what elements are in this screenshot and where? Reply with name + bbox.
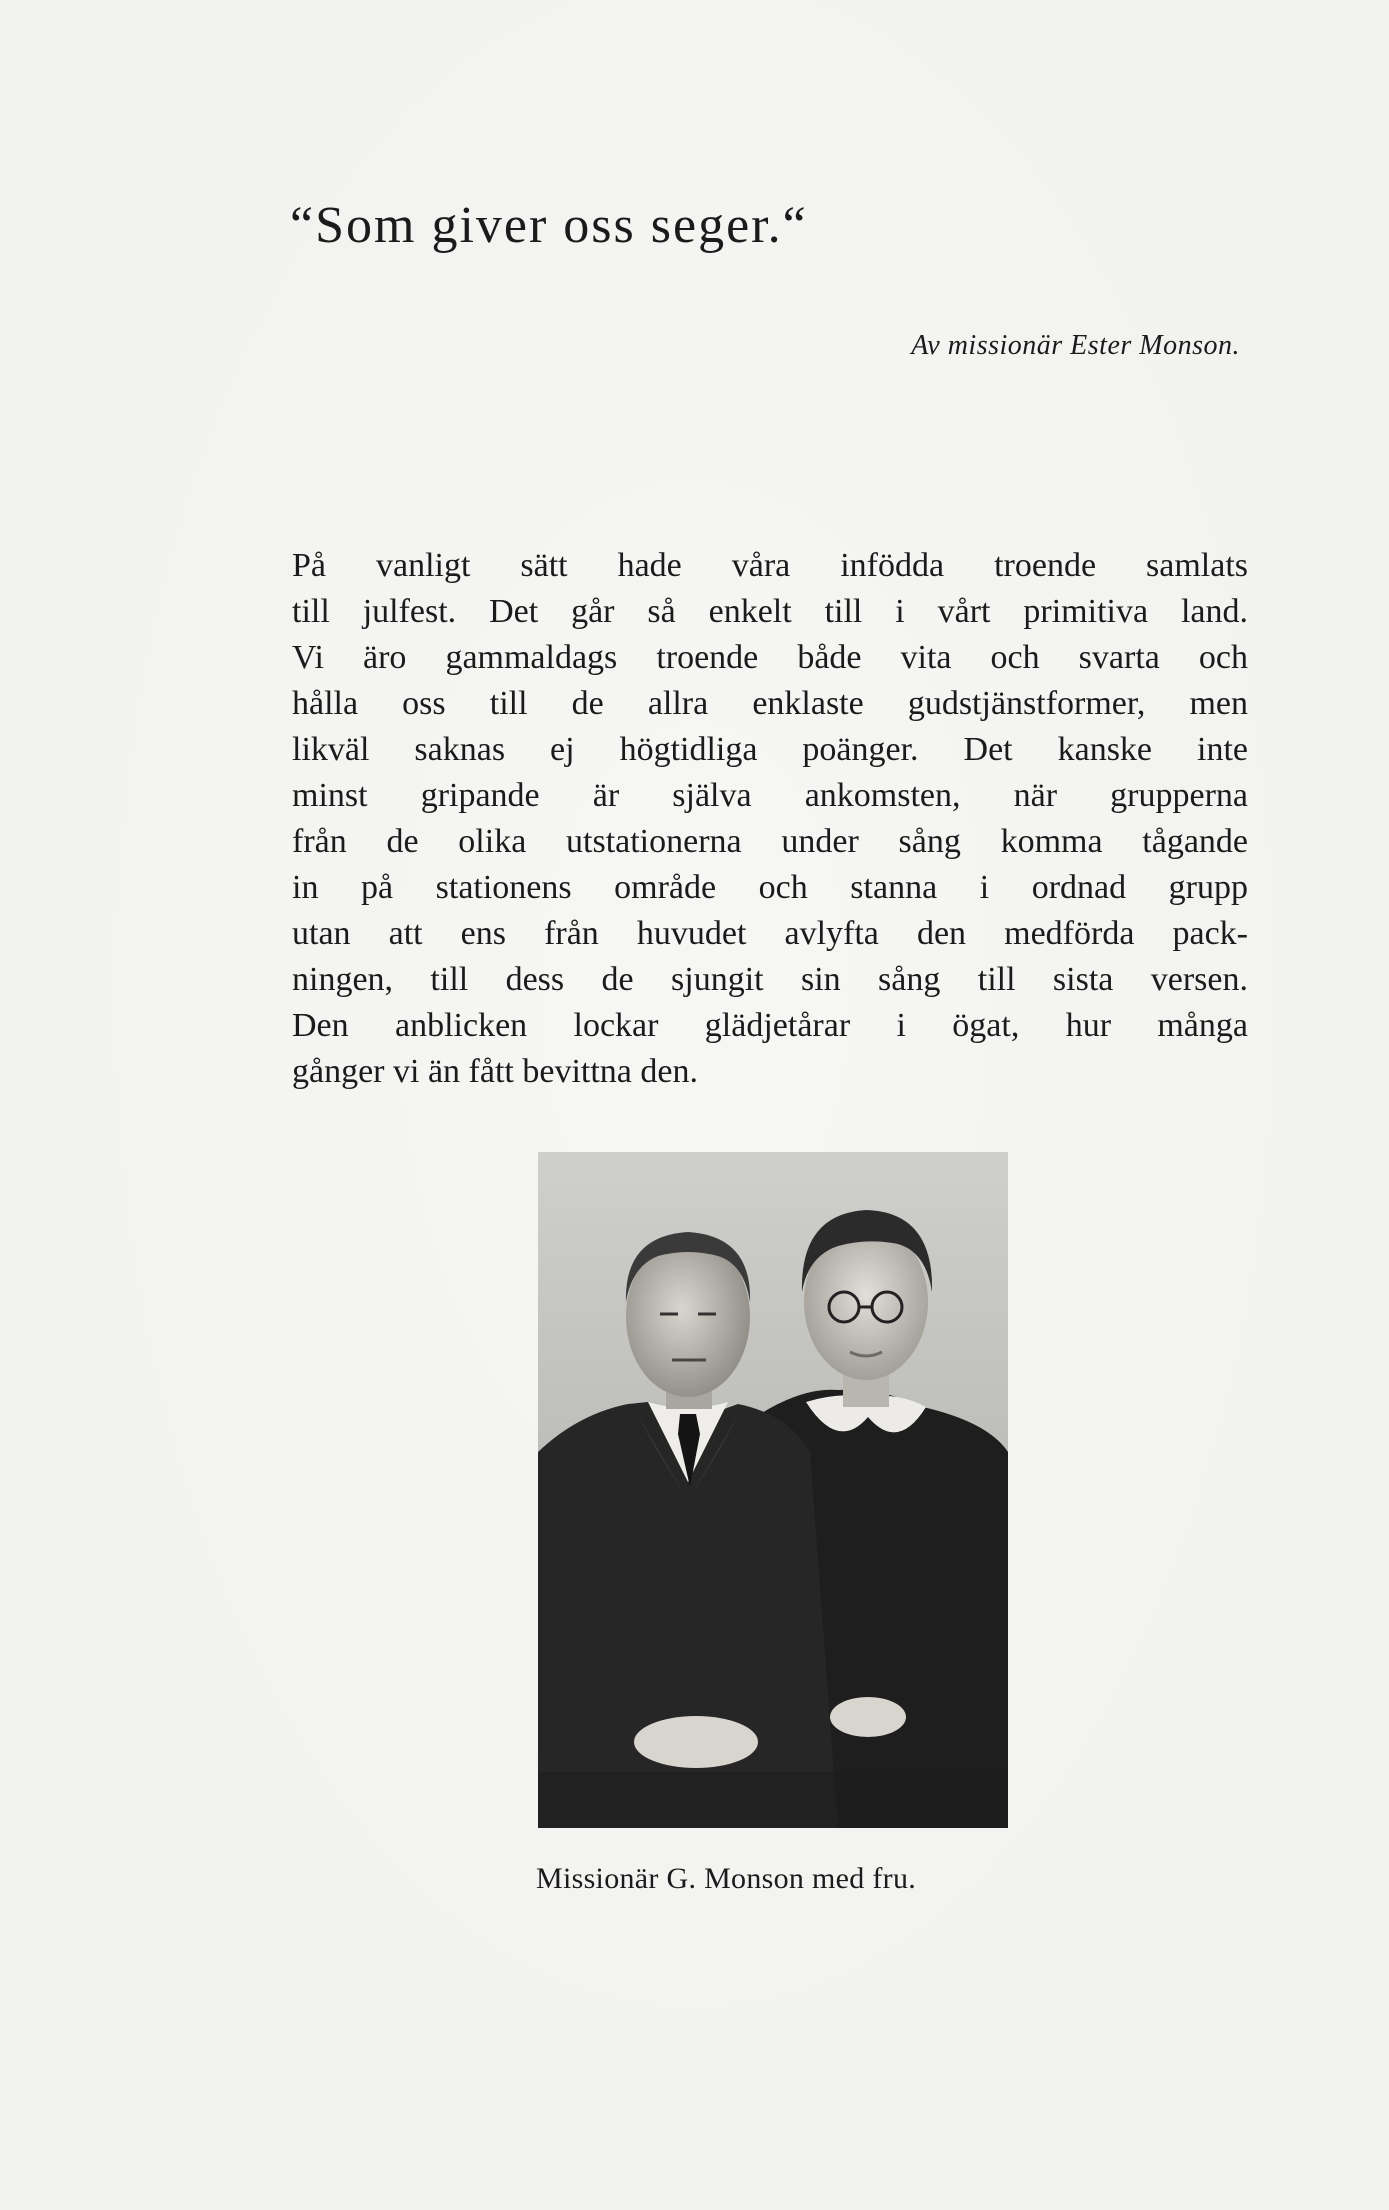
body-line: minst gripande är själva ankomsten, när grupperna [292,777,1248,814]
portrait-photo-illustration [538,1152,1008,1828]
body-line: hålla oss till de allra enklaste gudstjänstformer, men [292,685,1248,722]
body-line: in på stationens område och stanna i ordnad grupp [292,869,1248,906]
body-line: ningen, till dess de sjungit sin sång till sista versen. [292,961,1248,998]
photo-caption: Missionär G. Monson med fru. [536,1862,917,1895]
body-line: På vanligt sätt hade våra infödda troende samlats [292,547,1248,584]
article-body [292,543,1248,1095]
portrait-photo [538,1152,1008,1828]
body-line: utan att ens från huvudet avlyfta den medförda pack- [292,915,1248,952]
body-line: från de olika utstationerna under sång komma tågande [292,823,1248,860]
article-byline: Av missionär Ester Monson. [911,330,1240,361]
body-line: Vi äro gammaldags troende både vita och svarta och [292,639,1248,676]
article-title: “Som giver oss seger.“ [290,197,808,254]
body-line: Den anblicken lockar glädjetårar i ögat, hur många [292,1007,1248,1044]
body-line: till julfest. Det går så enkelt till i vårt primitiva land. [292,593,1248,630]
body-line: likväl saknas ej högtidliga poänger. Det kanske inte [292,731,1248,768]
body-line: gånger vi än fått bevittna den. [292,1053,698,1090]
